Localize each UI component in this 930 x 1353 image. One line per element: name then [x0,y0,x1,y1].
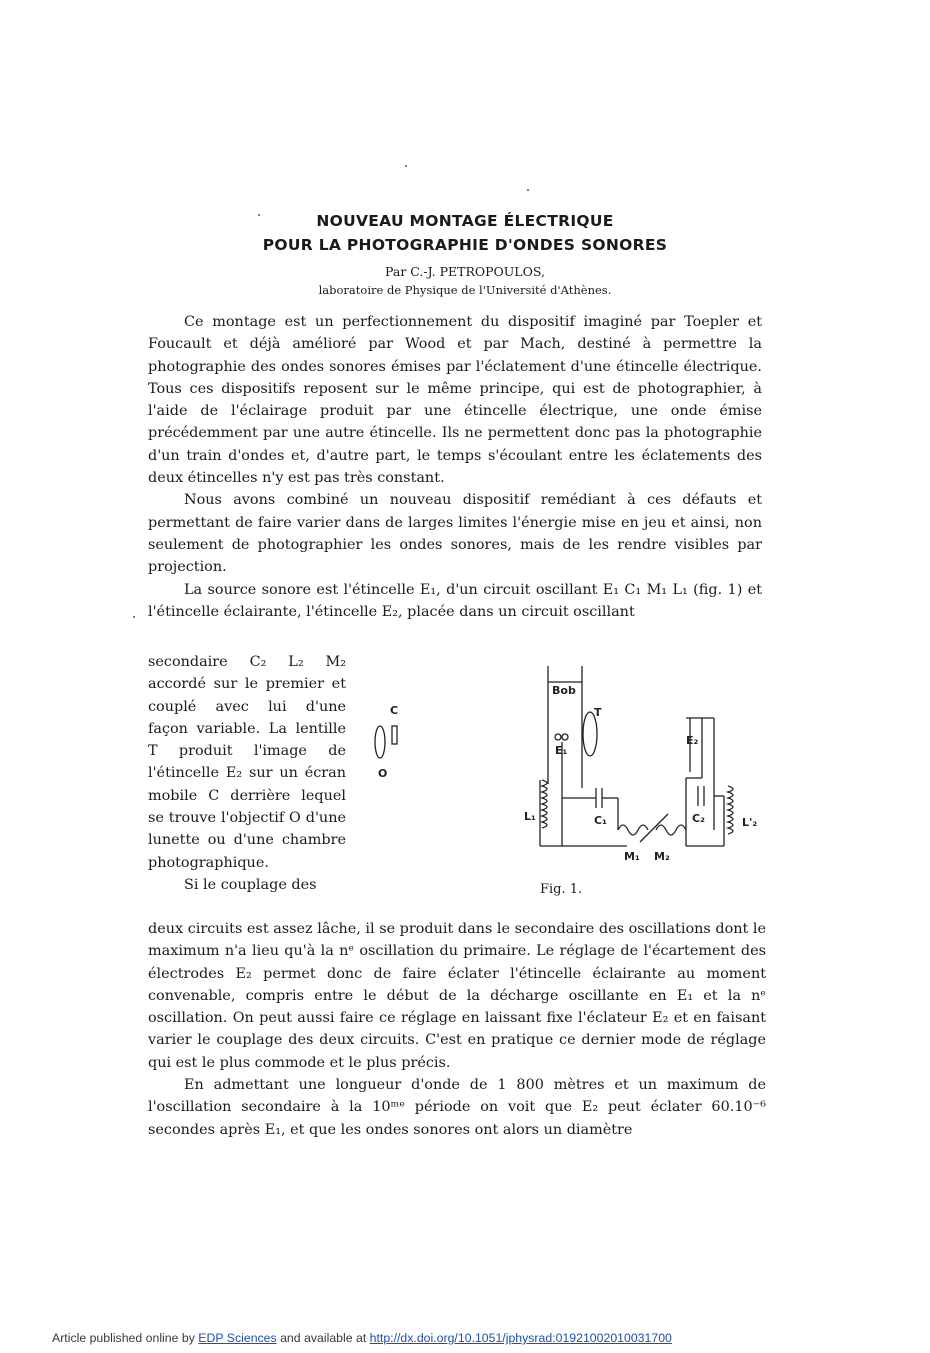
lens-icon [375,726,385,758]
footer-prefix: Article published online by [52,1331,195,1345]
label-lens-t: T [594,706,602,719]
body-block-wrapped [148,651,346,896]
paragraph: Nous avons combiné un nouveau dispositif remédiant à ces défauts et permettant de faire varier dans de larges limites l'énergie mise en jeu et ainsi, non seulement de photographier les ondes sonores, mais de les rendre visibles par projection. [148,492,762,576]
label-spark-e2: E₂ [686,734,699,747]
body-block-bottom [148,918,766,1141]
label-coil-l1: L₁ [524,810,536,823]
footer-middle: and available at [280,1331,367,1345]
label-capacitor-c1: C₁ [594,814,607,827]
publisher-link[interactable]: EDP Sciences [198,1331,277,1345]
paragraph: secondaire C₂ L₂ M₂ accordé sur le premier et couplé avec lui d'une façon variable. La lentille T produit l'image de l'étincelle E₂ sur un écran mobile C derrière lequel se trouve l'objectif O d'une lunette ou d'une chambre photographique. [148,654,346,871]
paragraph: En admettant une longueur d'onde de 1 800 mètres et un maximum de l'oscillation secondaire à la 10ᵐᵉ période on voit que E₂ peut éclater 60.10⁻⁶ secondes après E₁, et que les ondes sonores ont alors un diamètre [148,1077,766,1138]
circuit-diagram [372,660,772,900]
paragraph: La source sonore est l'étincelle E₁, d'un circuit oscillant E₁ C₁ M₁ L₁ (fig. 1) et l'étincelle éclairante, l'étincelle E₂, placée dans un circuit oscillant [148,581,762,620]
label-coupling-m2: M₂ [654,850,670,863]
circuit-figure [372,660,772,900]
article-title-line1: NOUVEAU MONTAGE ÉLECTRIQUE [316,212,614,230]
scan-speck [527,189,529,191]
paragraph: Ce montage est un perfectionnement du dispositif imaginé par Toepler et Foucault et déjà amélioré par Wood et par Mach, destiné à permettre la photographie des ondes sonores émises par l'éclatement d'une étincelle électrique. Tous ces dispositifs reposent sur le même principe, qui est de photographier, à l'aide de l'éclairage produit par une étincelle électrique, une onde émise précédemment par une autre étincelle. Ils ne permettent donc pas la photographie d'un train d'ondes et, d'autre part, le temps s'écoulant entre les éclatements des deux étincelles n'y est pas très constant. [148,314,762,487]
scan-speck [405,165,407,167]
article-title-line2: POUR LA PHOTOGRAPHIE D'ONDES SONORES [262,236,668,254]
label-screen-c: C [390,704,399,717]
paragraph: Si le couplage des [184,876,317,893]
label-coupling-m1: M₁ [624,850,640,863]
label-spark-e1: E₁ [555,744,568,757]
label-coil-l2: L'₂ [742,816,758,829]
body-block-top [148,311,762,623]
scan-speck [133,616,135,618]
label-objective-o: O [378,767,388,780]
figure-caption: Fig. 1. [540,882,583,897]
label-capacitor-c2: C₂ [692,812,705,825]
footer [52,1331,672,1345]
label-bob: Bob [552,684,576,697]
paragraph: deux circuits est assez lâche, il se produit dans le secondaire des oscillations dont le maximum n'a lieu qu'à la nᵉ oscillation du primaire. Le réglage de l'écartement des électrodes E₂ permet donc de faire éclater l'étincelle éclairante au moment convenable, compris entre le début de la décharge oscillante en E₁ et la nᵉ oscillation. On peut aussi faire ce réglage en laissant fixe l'éclateur E₂ et en faisant varier le couplage des deux circuits. C'est en pratique ce dernier mode de réglage qui est le plus commode et le plus précis. [148,921,766,1071]
author-byline: Par C.-J. PETROPOULOS, [385,264,545,279]
author-affiliation: laboratoire de Physique de l'Université d'Athènes. [318,283,612,297]
doi-link[interactable]: http://dx.doi.org/10.1051/jphysrad:01921002010031700 [369,1331,672,1345]
screen-icon [392,726,397,744]
